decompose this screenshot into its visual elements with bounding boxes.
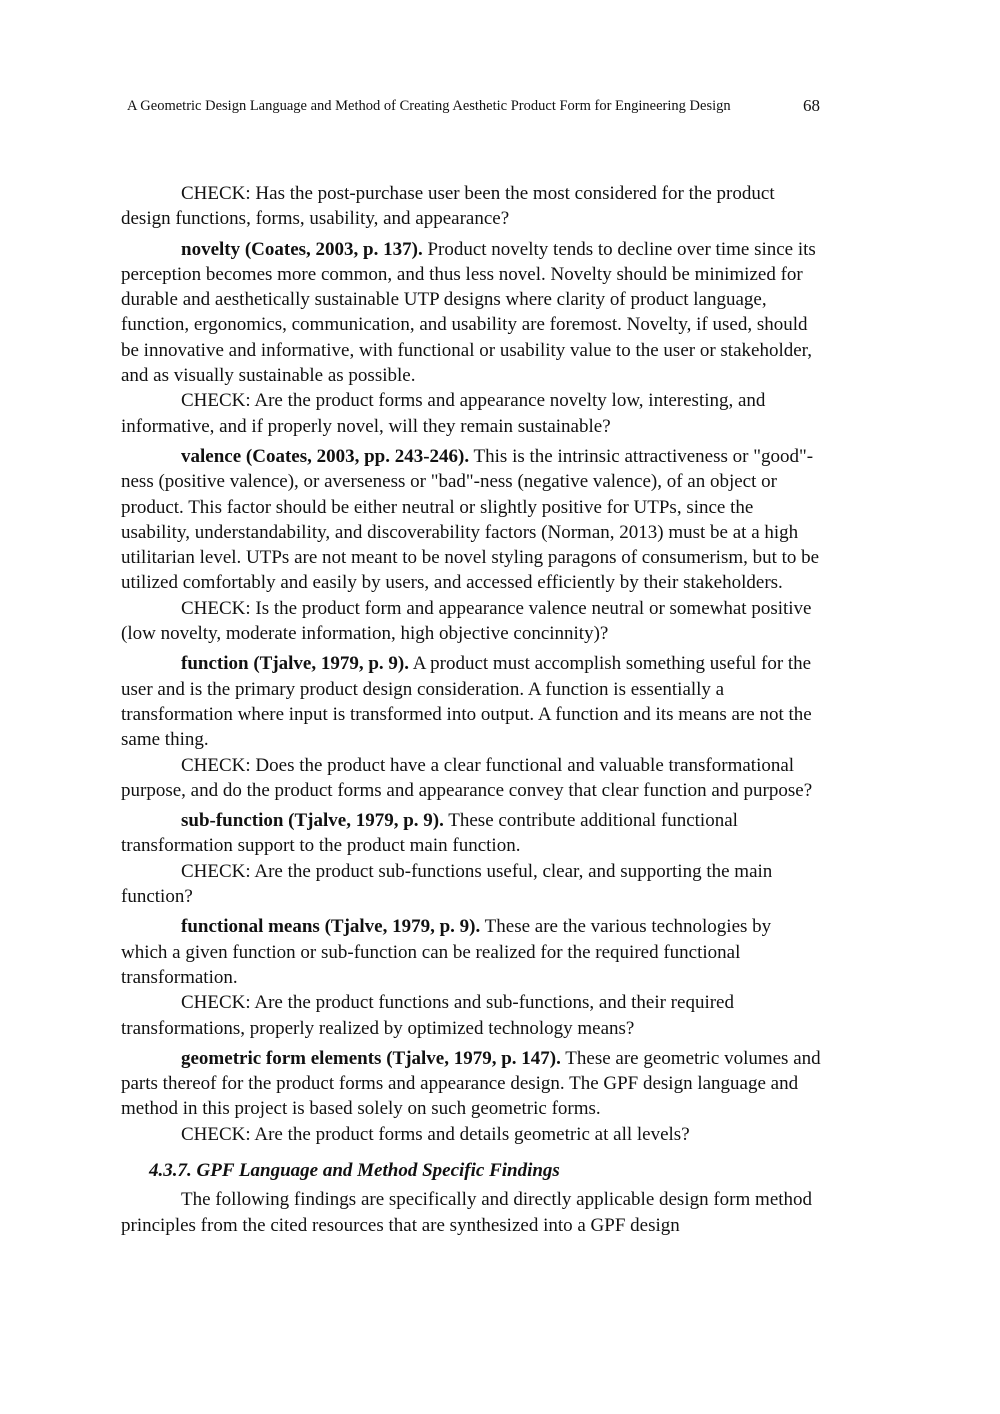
definition-text: These are the various technologies by which a given function or sub-function can be realized for the required functional transformation. [121,916,772,988]
definition-text: Product novelty tends to decline over time since its perception becomes more common, and thus less novel. Novelty should be minimized for durable and aesthetically sustainable UTP designs where clarity of product language, function, ergonomics, communication, and usability are foremost. Novelty, if used, should be innovative and informative, with functional or usability value to the user or stakeholder, and as visually sustainable as possible. [121,238,816,387]
definition-text: These are geometric volumes and parts thereof for the product forms and appearance design. The GPF design language and method in this project is based solely on such geometric forms. [121,1047,821,1120]
check-paragraph: CHECK: Has the post-purchase user been the most considered for the product design functions, forms, usability, and appearance? [121,183,775,230]
definition-paragraph [121,1046,821,1122]
term-label: sub-function (Tjalve, 1979, p. 9). [181,810,444,832]
term-label: valence (Coates, 2003, pp. 243-246). [181,445,470,467]
definition-text: A product must accomplish something useful for the user and is the primary product design consideration. A function is essentially a transformation where input is transformed into output. A function and its means are not the same thing. [121,653,812,751]
term-label: function (Tjalve, 1979, p. 9). [181,653,409,675]
check-paragraph: CHECK: Are the product forms and details geometric at all levels? [181,1123,690,1145]
running-header-title: A Geometric Design Language and Method of Creating Aesthetic Product Form for Engineering Design [127,98,731,114]
term-label: geometric form elements (Tjalve, 1979, p. 147). [181,1047,561,1069]
running-header [127,96,820,118]
term-label: novelty (Coates, 2003, p. 137). [181,238,423,260]
definition-paragraph [121,808,821,859]
definition-text: These contribute additional functional transformation support to the product main function. [121,810,738,857]
check-paragraph: CHECK: Are the product sub-functions useful, clear, and supporting the main function? [121,860,773,908]
check-paragraph: CHECK: Are the product forms and appearance novelty low, interesting, and informative, and if properly novel, will they remain sustainable? [121,390,766,437]
check-paragraph: CHECK: Does the product have a clear functional and valuable transformational purpose, and do the product forms and appearance convey that clear function and purpose? [121,754,813,801]
section-heading: 4.3.7. GPF Language and Method Specific Findings [149,1159,560,1181]
definition-paragraph [121,237,821,389]
term-label: functional means (Tjalve, 1979, p. 9). [181,916,481,938]
check-paragraph: CHECK: Are the product functions and sub-functions, and their required transformations, properly realized by optimized technology means? [121,992,734,1039]
definition-paragraph [121,444,821,596]
definition-text: This is the intrinsic attractiveness or "good"-ness (positive valence), or averseness or "bad"-ness (negative valence), of an object or product. This factor should be either neutral or slightly positive for UTPs, since the usability, understandability, and discoverability factors (Norman, 2013) must be at a high utilitarian level. UTPs are not meant to be novel styling paragons of consumerism, but to be utilized comfortably and easily by users, and accessed efficiently by their stakeholders. [121,445,820,594]
check-paragraph: CHECK: Is the product form and appearance valence neutral or somewhat positive (low novelty, moderate information, high objective concinnity)? [121,597,812,645]
definition-paragraph [121,651,821,752]
page-number: 68 [803,96,820,115]
body-paragraph: The following findings are specifically and directly applicable design form method principles from the cited resources that are synthesized into a GPF design [121,1189,813,1236]
definition-paragraph [121,914,821,990]
page-body [121,181,821,1238]
